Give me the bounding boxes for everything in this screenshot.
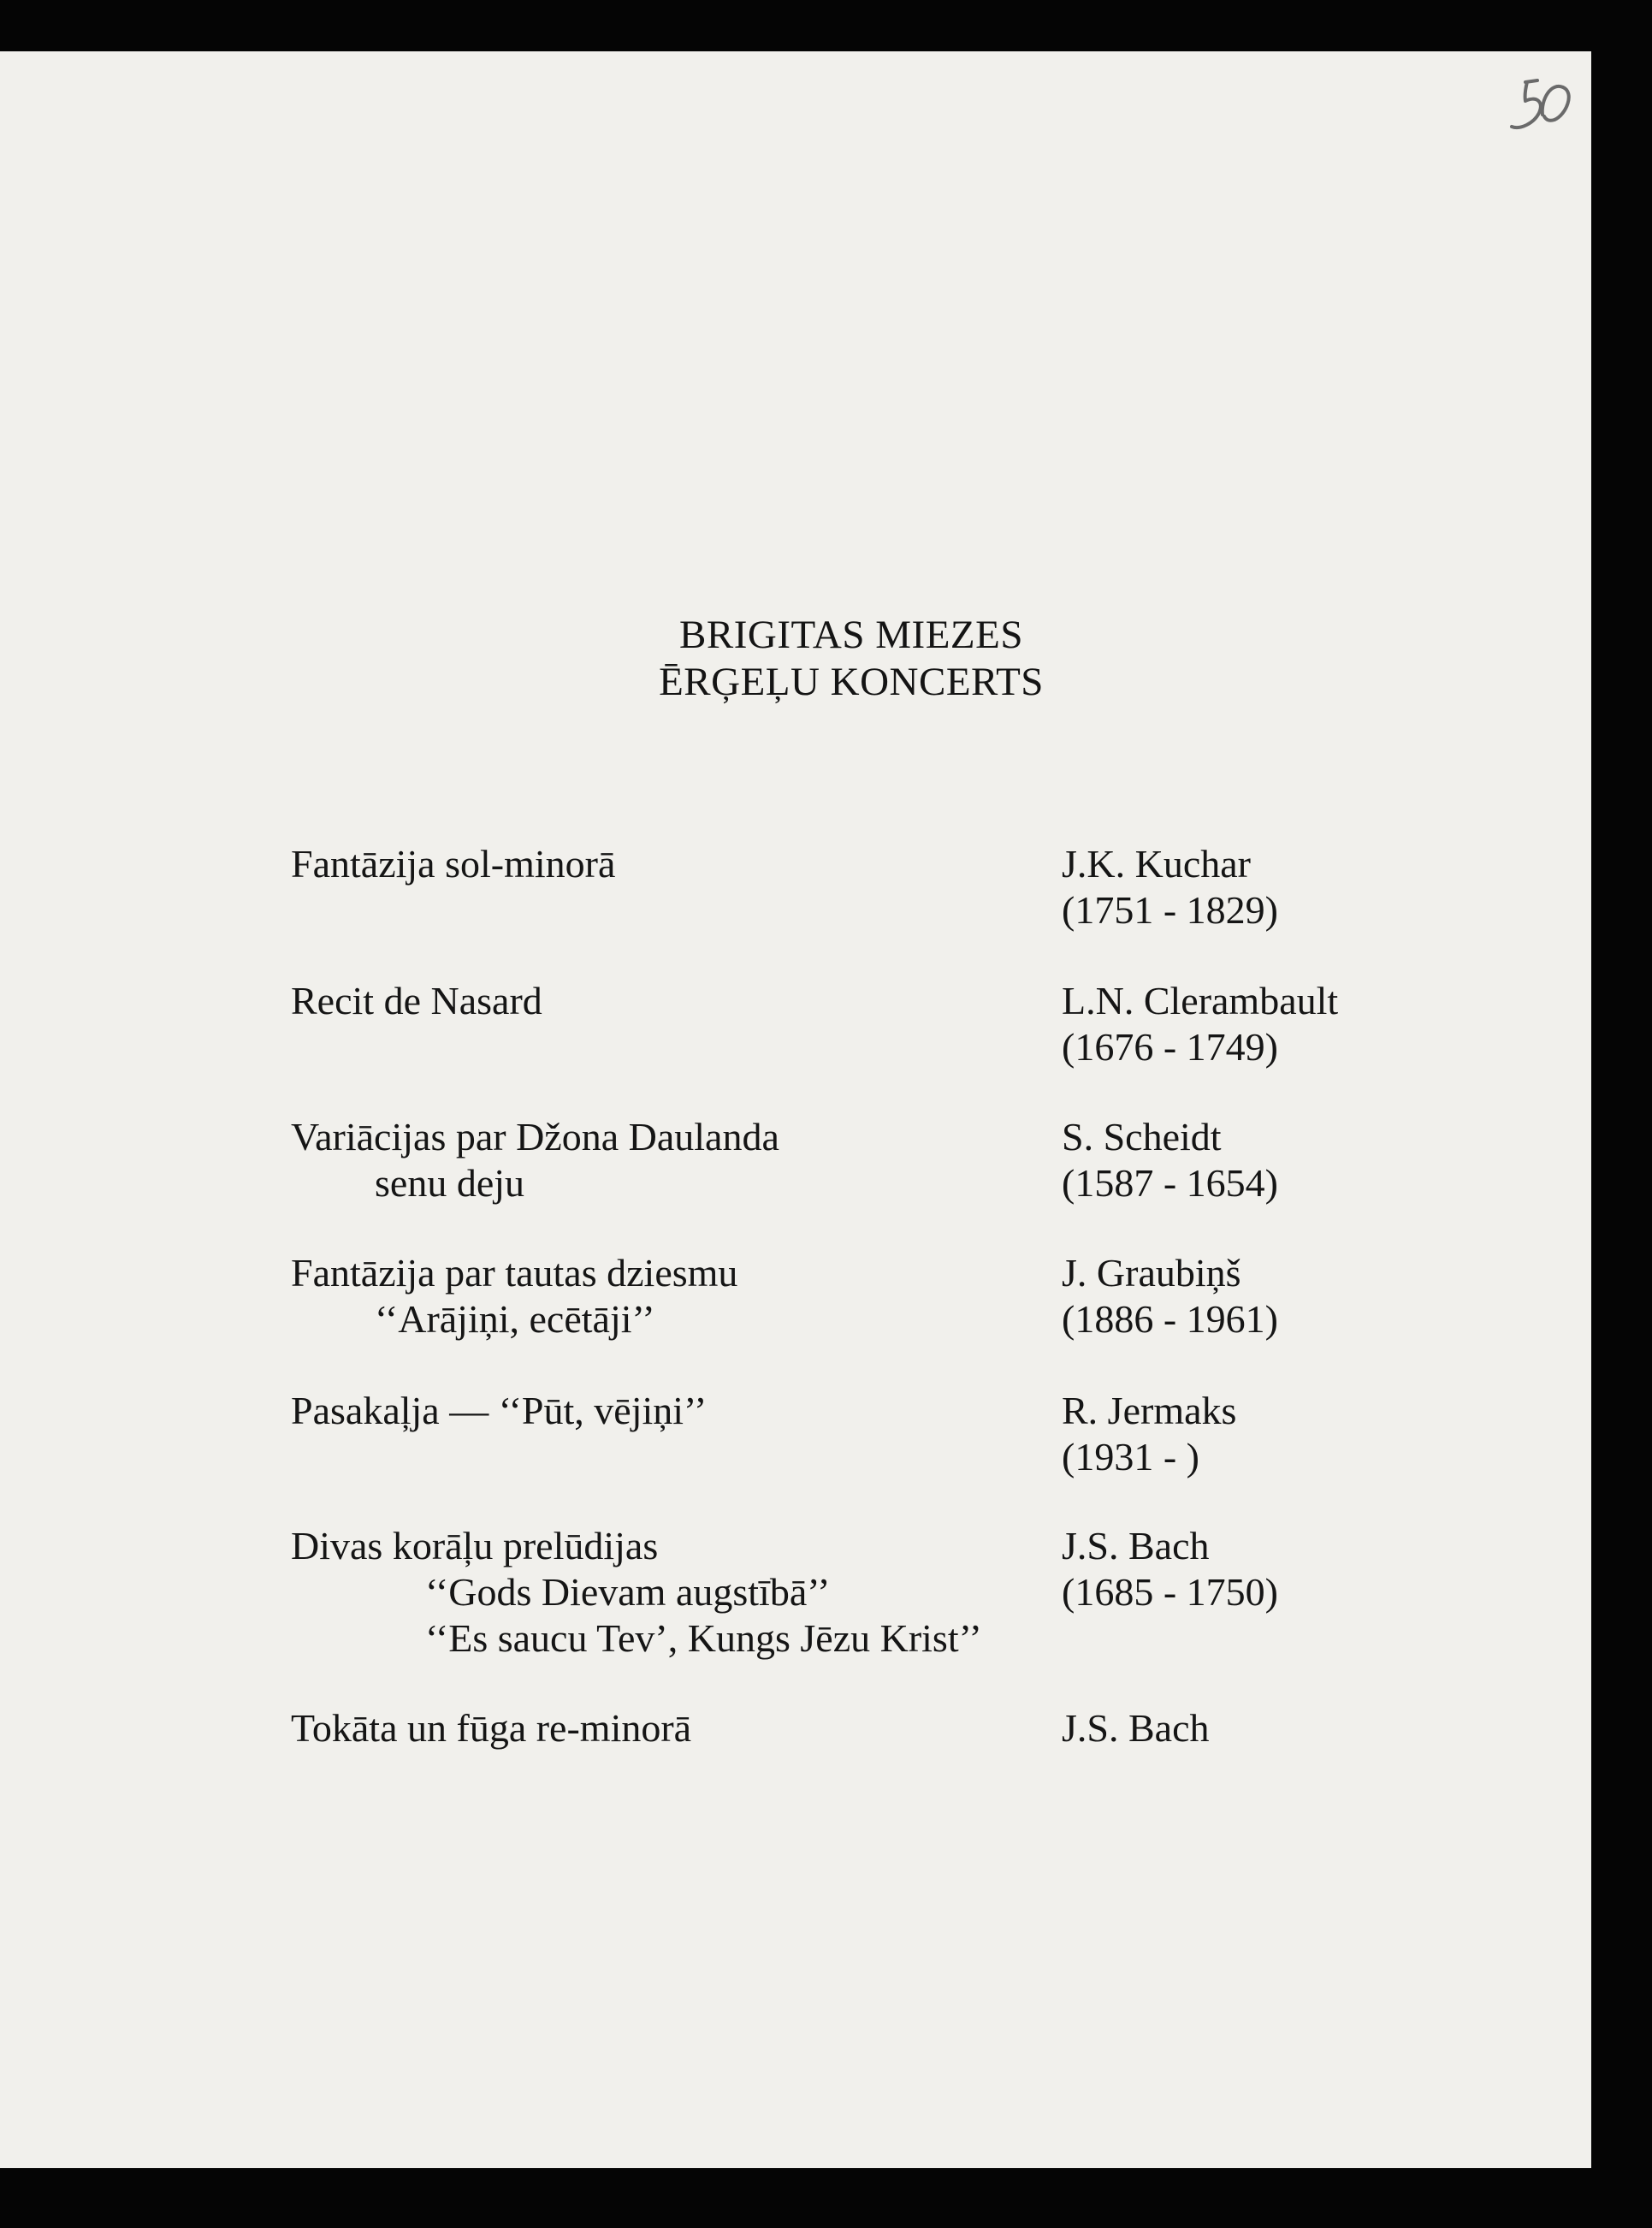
program-composer: J.K. Kuchar — [1062, 842, 1251, 886]
program-dates: (1751 - 1829) — [1062, 888, 1278, 932]
title-line-1: BRIGITAS MIEZES — [679, 613, 1023, 657]
program-work-subtitle: senu deju — [375, 1161, 525, 1205]
program-composer: J. Graubiņš — [1062, 1251, 1241, 1295]
program-work: Recit de Nasard — [291, 979, 542, 1022]
program-composer: J.S. Bach — [1062, 1524, 1210, 1567]
program-dates: (1587 - 1654) — [1062, 1161, 1278, 1205]
program-composer: R. Jermaks — [1062, 1389, 1237, 1432]
program-composer: J.S. Bach — [1062, 1706, 1210, 1750]
program-work: Fantāzija sol-minorā — [291, 842, 616, 886]
program-work: Pasakaļja — ‘‘Pūt, vējiņi’’ — [291, 1389, 708, 1432]
program-dates: (1931 - ) — [1062, 1435, 1199, 1478]
program-work: Tokāta un fūga re-minorā — [291, 1706, 692, 1750]
title-line-2: ĒRĢEĻU KONCERTS — [659, 660, 1044, 704]
program-dates: (1685 - 1750) — [1062, 1570, 1278, 1614]
program-composer: L.N. Clerambault — [1062, 979, 1339, 1022]
program-work: Divas korāļu prelūdijas — [291, 1524, 659, 1567]
program-dates: (1676 - 1749) — [1062, 1025, 1278, 1069]
program-work-subtitle: ‘‘Arājiņi, ecētāji’’ — [375, 1297, 655, 1341]
program-work-subtitle: ‘‘Gods Dievam augstībā’’ — [425, 1570, 831, 1614]
program-work-subtitle: ‘‘Es saucu Tev’, Kungs Jēzu Krist’’ — [425, 1616, 982, 1660]
program-composer: S. Scheidt — [1062, 1115, 1222, 1158]
program-dates: (1886 - 1961) — [1062, 1297, 1278, 1341]
program-work: Fantāzija par tautas dziesmu — [291, 1251, 738, 1295]
program-work: Variācijas par Džona Daulanda — [291, 1115, 779, 1158]
